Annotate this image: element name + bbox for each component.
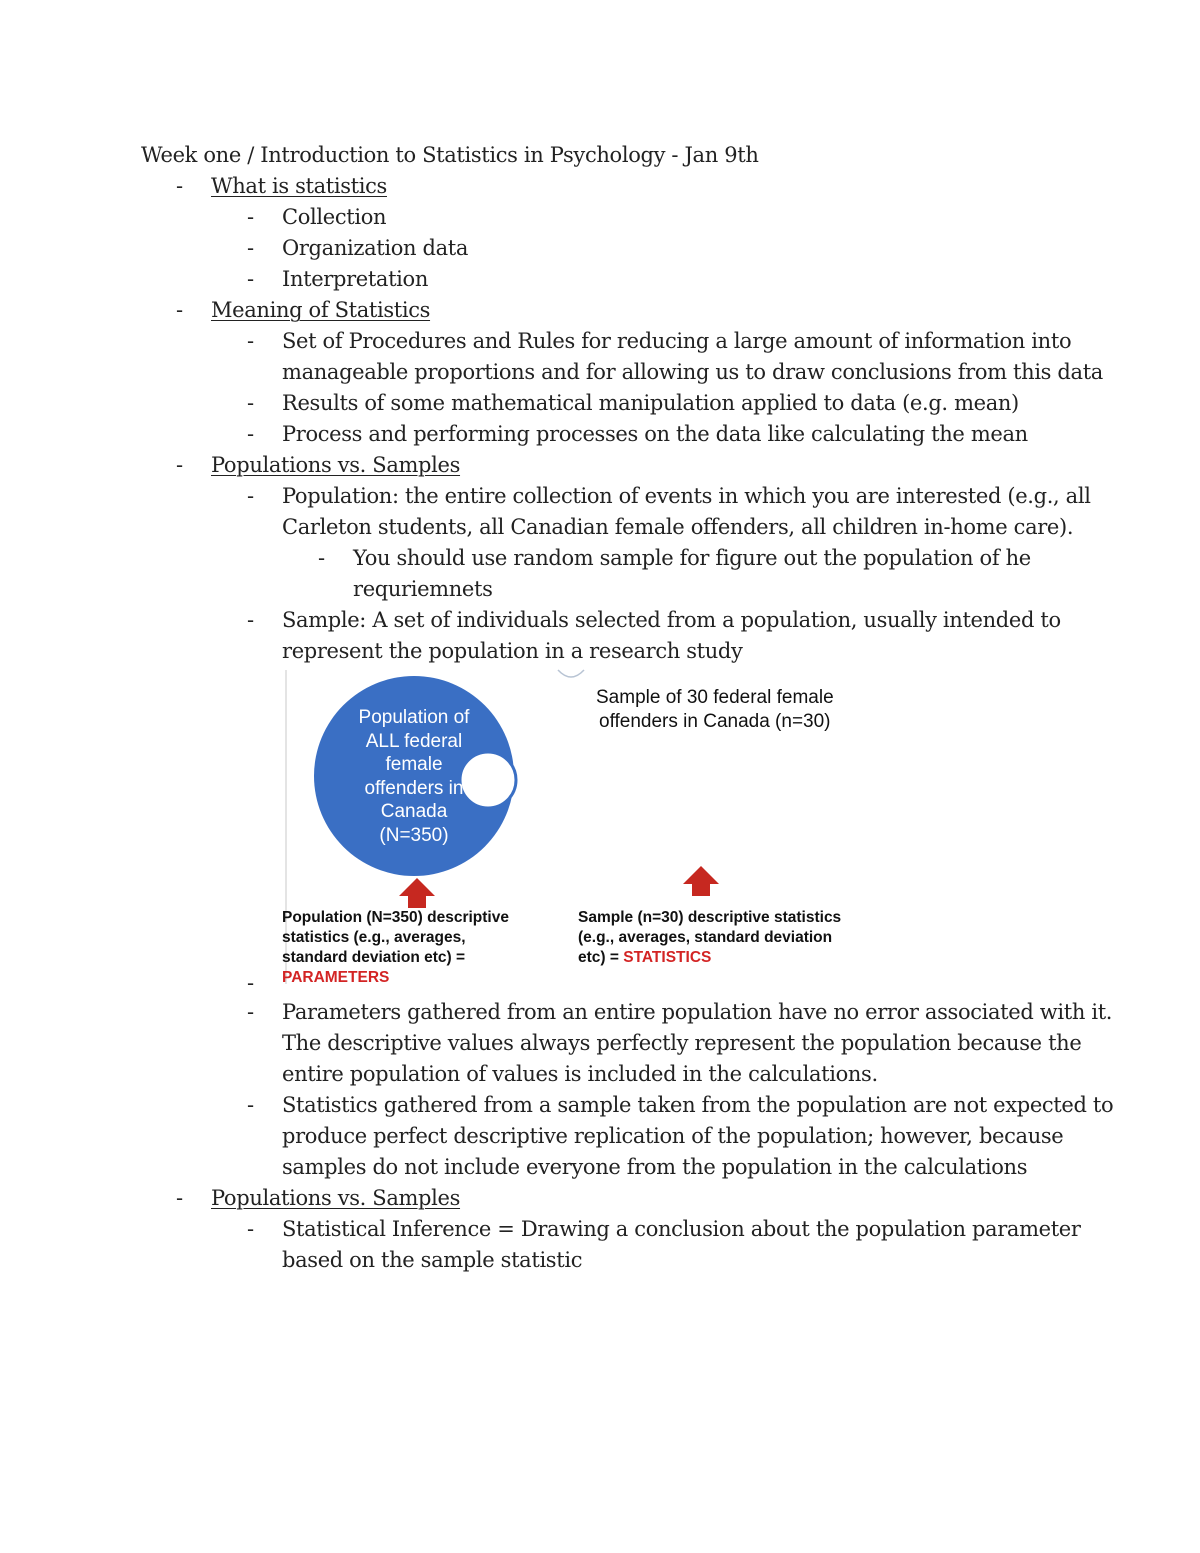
bullet-dash: - (247, 1217, 255, 1241)
heading-what-is-statistics: What is statistics (211, 174, 387, 198)
population-circle-label (334, 706, 494, 847)
circle-label-line: ALL federal (365, 730, 463, 752)
bullet-dash: - (176, 1186, 184, 1210)
list-item-continuation: manageable proportions and for allowing us to draw conclusions from this data (282, 360, 1103, 384)
right-arrow-up-icon (683, 866, 719, 896)
bullet-dash: - (176, 174, 184, 198)
list-item-continuation: entire population of values is included in the calculations. (282, 1062, 878, 1086)
heading-populations-vs-samples-2: Populations vs. Samples (211, 1186, 461, 1210)
circle-label-line: Canada (380, 801, 448, 822)
caption-line (578, 948, 841, 968)
caption-line: statistics (e.g., averages, (282, 929, 466, 946)
circle-label-line: female (385, 754, 443, 775)
decorative-arc (558, 670, 584, 677)
list-item: Statistical Inference = Drawing a conclusion about the population parameter (282, 1217, 1081, 1241)
statistics-keyword: STATISTICS (623, 949, 712, 966)
list-item: Set of Procedures and Rules for reducing a large amount of information into (282, 329, 1072, 353)
left-arrow-up-icon (399, 878, 435, 908)
caption-line: Sample (n=30) descriptive statistics (578, 909, 842, 926)
list-item: Collection (282, 205, 387, 229)
list-item-continuation: represent the population in a research study (282, 639, 743, 663)
list-item-continuation: requriemnets (353, 577, 493, 601)
sample-title (596, 686, 834, 733)
document-title: Week one / Introduction to Statistics in Psychology - Jan 9th (141, 143, 759, 167)
sample-title-line: offenders in Canada (n=30) (599, 710, 831, 732)
bullet-dash: - (247, 1093, 255, 1117)
heading-populations-vs-samples: Populations vs. Samples (211, 453, 461, 477)
list-item-continuation: The descriptive values always perfectly represent the population because the (282, 1031, 1082, 1055)
caption-line: standard deviation etc) = (282, 949, 466, 966)
bullet-dash: - (247, 329, 255, 353)
list-item-continuation: based on the sample statistic (282, 1248, 583, 1272)
list-item: Process and performing processes on the data like calculating the mean (282, 422, 1028, 446)
list-item: Parameters gathered from an entire population have no error associated with it. (282, 1000, 1113, 1024)
list-item: Statistics gathered from a sample taken from the population are not expected to (282, 1093, 1114, 1117)
bullet-dash: - (247, 971, 255, 995)
sample-caption (578, 908, 841, 968)
bullet-dash: - (318, 546, 326, 570)
sample-title-line: Sample of 30 federal female (596, 687, 834, 708)
bullet-dash: - (247, 205, 255, 229)
bullet-dash: - (247, 422, 255, 446)
population-caption (282, 908, 509, 988)
list-item: Results of some mathematical manipulation applied to data (e.g. mean) (282, 391, 1019, 415)
circle-label-line: (N=350) (379, 824, 449, 846)
circle-label-line: offenders in (364, 777, 464, 799)
parameters-keyword: PARAMETERS (282, 969, 390, 986)
list-item-continuation: samples do not include everyone from the population in the calculations (282, 1155, 1028, 1179)
bullet-dash: - (176, 298, 184, 322)
caption-line: Population (N=350) descriptive (282, 909, 509, 926)
bullet-dash: - (247, 236, 255, 260)
list-item: Organization data (282, 236, 469, 260)
caption-line: (e.g., averages, standard deviation (578, 929, 833, 946)
list-item-continuation: Carleton students, all Canadian female offenders, all children in-home care). (282, 515, 1074, 539)
bullet-dash: - (247, 608, 255, 632)
heading-meaning-of-statistics: Meaning of Statistics (211, 298, 431, 322)
population-sample-figure (280, 664, 860, 990)
bullet-dash: - (247, 1000, 255, 1024)
caption-text: etc) = (578, 949, 624, 966)
circle-label-line: Population of (358, 707, 470, 728)
bullet-dash: - (247, 391, 255, 415)
bullet-dash: - (247, 267, 255, 291)
bullet-dash: - (176, 453, 184, 477)
bullet-dash: - (247, 484, 255, 508)
list-item: Population: the entire collection of events in which you are interested (e.g., all (282, 484, 1091, 508)
list-item-continuation: produce perfect descriptive replication of the population; however, because (282, 1124, 1064, 1148)
list-item: You should use random sample for figure out the population of he (353, 546, 1031, 570)
list-item: Sample: A set of individuals selected from a population, usually intended to (282, 608, 1061, 632)
list-item: Interpretation (282, 267, 429, 291)
